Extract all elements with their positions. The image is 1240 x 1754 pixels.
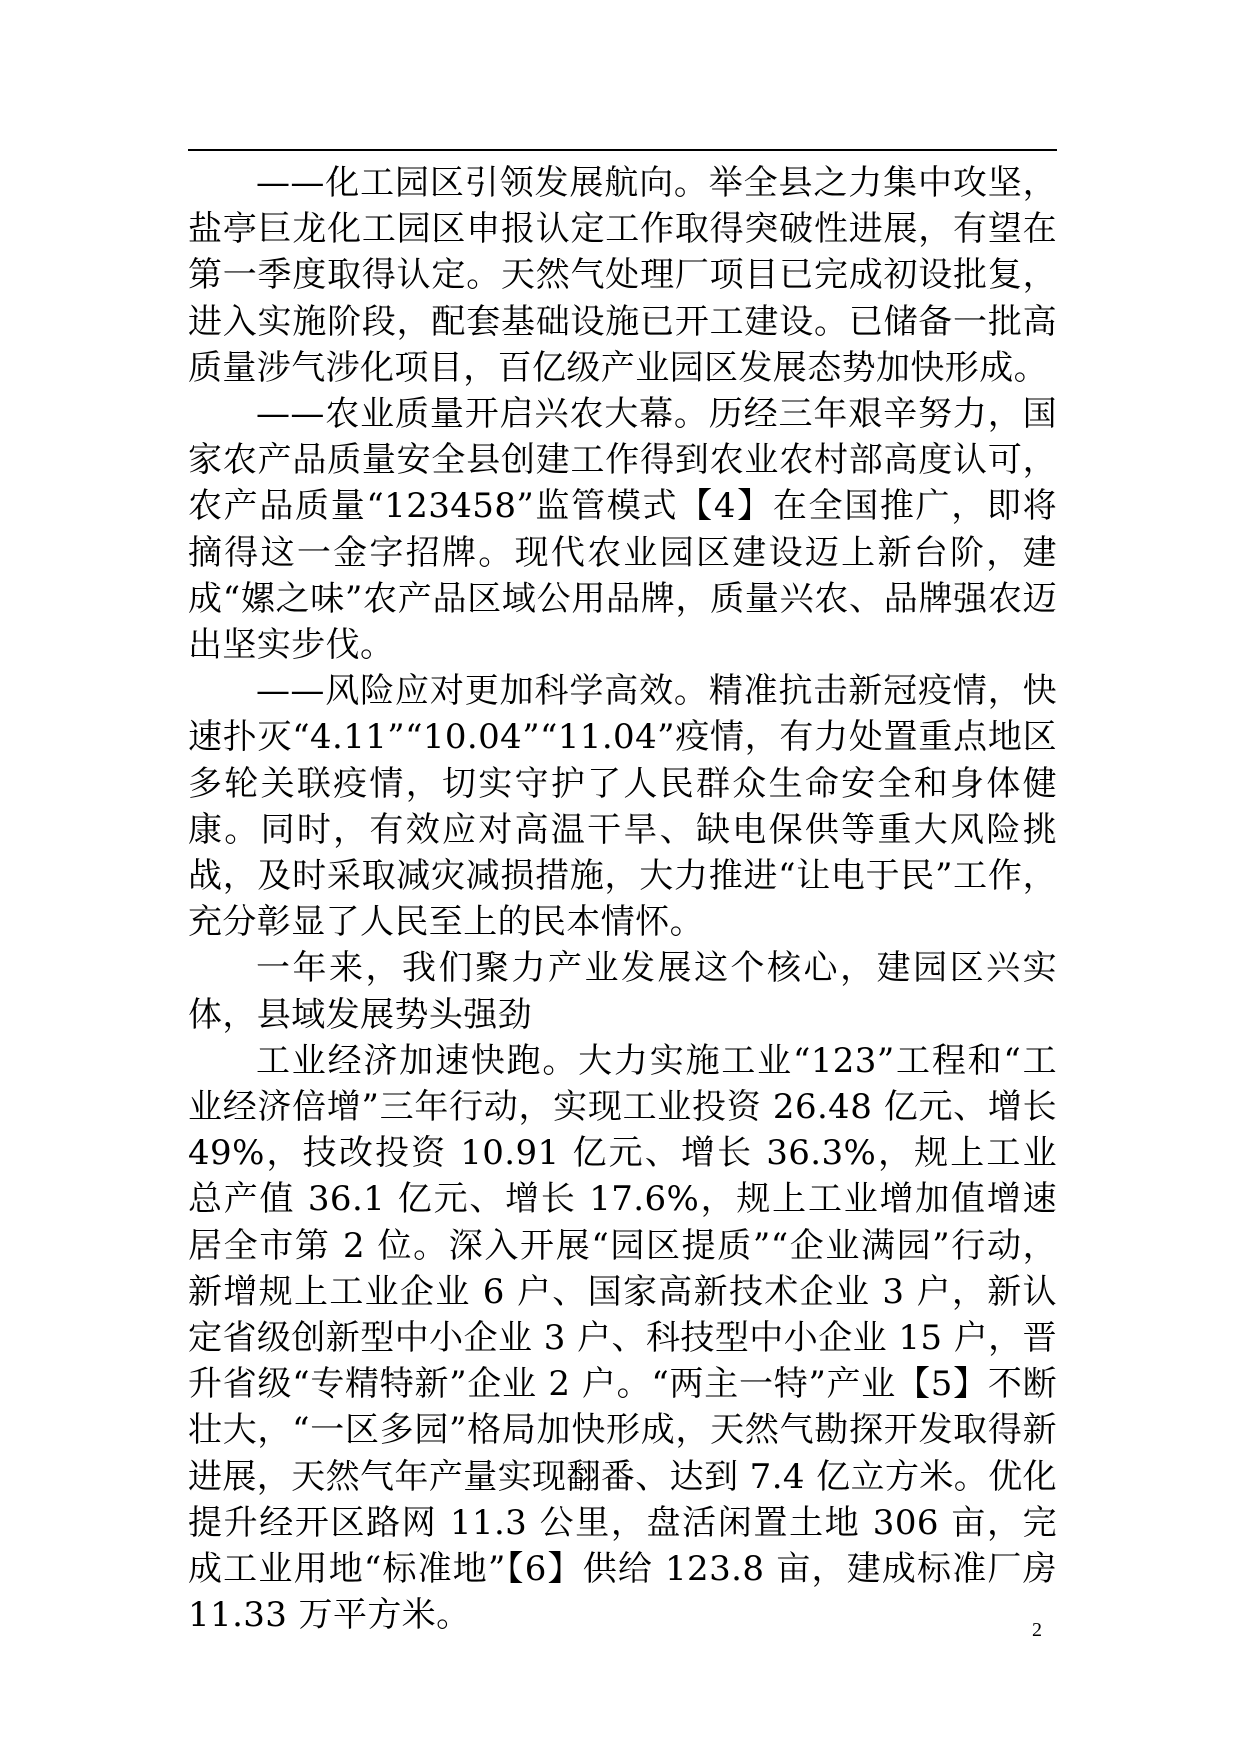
body-text: [188, 160, 1057, 1639]
header-rule: [188, 149, 1057, 151]
page-number: 2: [1032, 1619, 1042, 1641]
paragraph-chemical-park: ——化工园区引领发展航向。举全县之力集中攻坚，盐亭巨龙化工园区申报认定工作取得突破性进展，有望在第一季度取得认定。天然气处理厂项目已完成初设批复，进入实施阶段，配套基础设施已开工建设。已储备一批高质量涉气涉化项目，百亿级产业园区发展态势加快形成。: [188, 163, 1057, 388]
paragraph-risk-response: ——风险应对更加科学高效。精准抗击新冠疫情，快速扑灭“4.11”“10.04”“11.04”疫情，有力处置重点地区多轮关联疫情，切实守护了人民群众生命安全和身体健康。同时，有效应对高温干旱、缺电保供等重大风险挑战，及时采取减灾减损措施，大力推进“让电于民”工作，充分彰显了人民至上的民本情怀。: [188, 671, 1057, 943]
paragraph-industrial-economy: 工业经济加速快跑。大力实施工业“123”工程和“工业经济倍增”三年行动，实现工业投资 26.48 亿元、增长 49%，技改投资 10.91 亿元、增长 36.3%，规上工业总产值 36.1 亿元、增长 17.6%，规上工业增加值增速居全市第 2 位。深入开展“园区提质”“企业满园”行动，新增规上工业企业 6 户、国家高新技术企业 3 户，新认定省级创新型中小企业 3 户、科技型中小企业 15 户，晋升省级“专精特新”企业 2 户。“两主一特”产业【5】不断壮大，“一区多园”格局加快形成，天然气勘探开发取得新进展，天然气年产量实现翻番、达到 7.4 亿立方米。优化提升经开区路网 11.3 公里，盘活闲置土地 306 亩，完成工业用地“标准地”【6】供给 123.8 亩，建成标准厂房 11.33 万平方米。: [188, 1040, 1057, 1636]
paragraph-industry-summary: 一年来，我们聚力产业发展这个核心，建园区兴实体，县域发展势头强劲: [188, 948, 1057, 1035]
paragraph-agriculture-quality: ——农业质量开启兴农大幕。历经三年艰辛努力，国家农产品质量安全县创建工作得到农业农村部高度认可，农产品质量“123458”监管模式【4】在全国推广，即将摘得这一金字招牌。现代农业园区建设迈上新台阶，建成“嫘之味”农产品区域公用品牌，质量兴农、品牌强农迈出坚实步伐。: [188, 394, 1057, 666]
